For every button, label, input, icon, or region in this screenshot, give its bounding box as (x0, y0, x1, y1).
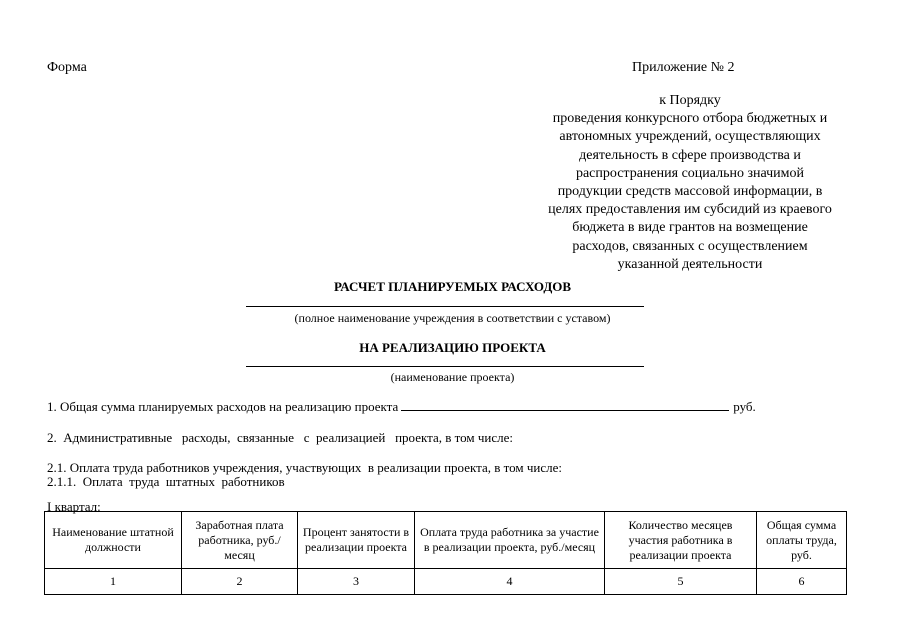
staff-salary-table (44, 511, 847, 595)
total-expenses-label: 1. Общая сумма планируемых расходов на реализацию проекта (47, 399, 399, 414)
appendix-line: целях предоставления им субсидий из краевого (548, 202, 832, 218)
column-header-total: Общая сумма оплаты труда, руб. (757, 512, 847, 569)
column-number: 6 (757, 569, 847, 595)
appendix-line: автономных учреждений, осуществляющих (559, 129, 821, 145)
administrative-expenses-item: 2. Административные расходы, связанные с реализацией проекта, в том числе: (47, 430, 513, 445)
institution-name-field[interactable] (246, 306, 644, 307)
column-header-months: Количество месяцев участия работника в реализации проекта (605, 512, 757, 569)
column-number: 3 (298, 569, 415, 595)
appendix-number: Приложение № 2 (632, 60, 735, 75)
institution-caption: (полное наименование учреждения в соответствии с уставом) (294, 311, 611, 325)
column-header-project-pay: Оплата труда работника за участие в реализации проекта, руб./месяц (415, 512, 605, 569)
appendix-line: деятельность в сфере производства и (579, 147, 801, 163)
column-header-position: Наименование штатной должности (45, 512, 182, 569)
column-header-salary: Заработная плата работника, руб./месяц (182, 512, 298, 569)
appendix-line: расходов, связанных с осуществлением (572, 238, 808, 254)
table-row (45, 569, 847, 595)
total-expenses-item (47, 399, 756, 415)
currency-unit: руб. (733, 399, 756, 414)
total-expenses-field[interactable] (401, 399, 729, 411)
column-number: 5 (605, 569, 757, 595)
form-label: Форма (47, 60, 87, 75)
document-title: РАСЧЕТ ПЛАНИРУЕМЫХ РАСХОДОВ (333, 279, 572, 294)
project-title: НА РЕАЛИЗАЦИЮ ПРОЕКТА (359, 340, 546, 355)
appendix-line: проведения конкурсного отбора бюджетных и (552, 111, 828, 127)
appendix-line: продукции средств массовой информации, в (557, 184, 823, 200)
appendix-line: указанной деятельности (617, 256, 763, 272)
column-header-employment-percent: Процент занятости в реализации проекта (298, 512, 415, 569)
appendix-reference (520, 92, 860, 274)
column-number: 1 (45, 569, 182, 595)
salary-expenses-item: 2.1. Оплата труда работников учреждения, участвующих в реализации проекта, в том числе: (47, 460, 562, 475)
table-header-row (45, 512, 847, 569)
column-number: 2 (182, 569, 298, 595)
quarter-label: I квартал: (47, 499, 101, 514)
column-number: 4 (415, 569, 605, 595)
project-name-field[interactable] (246, 366, 644, 367)
appendix-line: распространения социально значимой (575, 165, 805, 181)
staff-salary-item: 2.1.1. Оплата труда штатных работников (47, 474, 285, 489)
appendix-line: бюджета в виде грантов на возмещение (572, 220, 808, 236)
appendix-line: к Порядку (659, 93, 721, 108)
project-caption: (наименование проекта) (390, 370, 515, 384)
